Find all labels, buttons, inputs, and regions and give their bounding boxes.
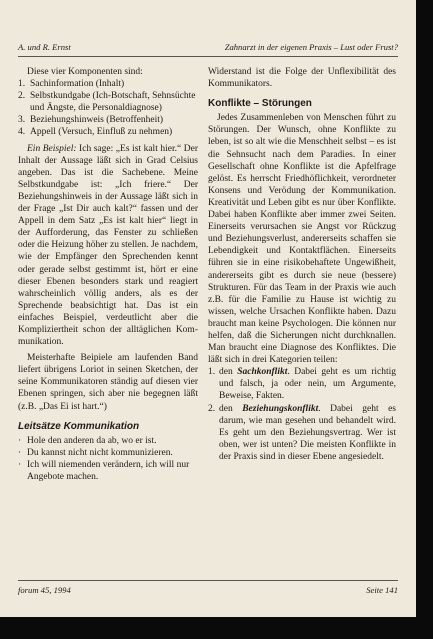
footer-page-number: Seite 141 [366,585,398,595]
right-column [208,66,396,463]
conflicts-paragraph: Jedes Zusammenleben von Menschen führt zu Störungen. Der Wunsch, ohne Konflikte zu leben, ist so alt wie die Menschheit selbst – es ist die Sehnsucht nach dem Paradies. In einer Gesellschaft ohne Konflikte ist die Apfelfrage gelöst. Es herrscht Friedhöflichkeit, verordneter Konsens und Verödung der Kommunikation. Kreativität und Leben gibt es nur über Konflikte. Dabei haben Konflikte aber immer zwei Seiten. Einerseits verursachen sie Angst vor Rückzug und Beziehungsverlust, andererseits schaffen sie Lebendigkeit und Kontaktflächen. Einerseits führen sie in eine risikobehaftete Ungewißheit, andererseits gibt es durch sie neue (bessere) Strukturen. Für das Team in der Praxis wie auch z.B. für die Familie zu Hause ist wichtig zu wissen, welche Ursachen Konflikte haben. Dazu braucht man keine Psychologen. Die können nur helfen, daß die Sicherungen nicht durchknallen. Man braucht eine Diagnose des Konfliktes. Die läßt sich in drei Kategorien teilen: [208,113,396,366]
components-intro: Diese vier Komponenten sind: [27,67,143,77]
list-number: 1. [208,367,216,378]
list-text: den Sachkonflikt. Dabei geht es um richtig und falsch, ja oder nein, um Argumente, Beweise, Fakten. [219,367,397,402]
list-item [18,435,198,447]
list-item [18,459,198,483]
list-item [18,126,198,138]
loriot-paragraph: Meisterhafte Beipiele am laufenden Band liefert übrigens Loriot in seinen Sketchen, der seine Kommunikatoren ständig auf diesen vier Ebenen springen, sich aber nie begegnen läßt (z.B. „Das Ei ist hart.“) [18,353,198,412]
footer-issue: forum 45, 1994 [18,585,71,595]
bullet-icon: · [18,447,22,458]
example-label: Ein Beispiel: [27,143,77,154]
bullet-icon: · [18,435,22,446]
example-paragraph [18,143,198,349]
components-list [18,78,198,138]
list-text: Selbstkundgabe (Ich-Botschaft, Sehnsüchte und Ängste, die Personaldiagnose) [30,91,196,114]
list-item [18,78,198,90]
running-footer [18,580,398,595]
list-item [18,114,198,126]
list-item [18,90,198,114]
list-number: 1. [18,79,26,90]
list-text: Hole den anderen da ab, wo er ist. [27,435,157,446]
list-number: 2. [208,403,216,414]
header-authors: A. und R. Ernst [18,42,71,52]
list-text: Beziehungshinweis (Betroffenheit) [30,115,164,126]
example-text: Ich sage: „Es ist kalt hier.“ Der Inhalt der Aussage läßt sich in Grad Celsius angeben. Das ist die Sachebene. Meine Selbstkundgabe ist: „Ich friere.“ Der Beziehungshinweis in der Aussage läßt sich in der Frage „Ist Dir auch kalt?“ fassen und der Appell in dem Satz „Es ist kalt hier“ liegt in der Aufforderung, das Fenster zu schließen oder die Heizung höher zu stellen. Je nachdem, wie der Empfänger den Sprechenden kennt oder gerade selbst gestimmt ist, hört er eine dieser Ebenen besonders stark und reagiert wahrscheinlich völlig anders, als es der Sprechende beabsichtigt hat. Das ist ein einfaches Beispiel, verdeutlicht aber die Kompliziertheit schon der alltäglichen Kommunikation. [18,143,198,348]
list-text: Appell (Versuch, Einfluß zu nehmen) [30,127,173,138]
conflict-category-item [208,366,396,402]
left-column [18,66,198,483]
category-term: Beziehungskonflikt [242,403,319,414]
section-heading-konflikte: Konflikte – Störungen [208,98,312,110]
header-title: Zahnarzt in der eigenen Praxis – Lust oder Frust? [224,42,398,52]
guidelines-list [18,435,198,483]
list-text: den Beziehungskonflikt. Dabei geht es darum, wie man gesehen und behandelt wird. Es geht um den Beziehungsvertrag. Wer ist oben, wer ist unten? Die meisten Konflikte in der Praxis sind in dieser Ebene angesiedelt. [219,403,397,462]
conflict-category-item [208,403,396,463]
resistance-paragraph: Widerstand ist die Folge der Unflexibilität des Kommunikators. [208,67,396,90]
list-number: 3. [18,115,26,126]
list-text: Ich will niemenden verändern, ich will nur Angebote machen. [27,459,190,482]
list-number: 4. [18,127,26,138]
running-header [18,42,398,57]
list-text: Sachinformation (Inhalt) [30,79,125,90]
list-item [18,447,198,459]
list-text: Du kannst nicht nicht kommunizieren. [27,447,173,458]
category-term: Sachkonflikt [237,367,288,378]
section-heading-kommunikation: Leitsätze Kommunikation [18,420,140,432]
bullet-icon: · [18,459,22,470]
list-number: 2. [18,91,26,102]
